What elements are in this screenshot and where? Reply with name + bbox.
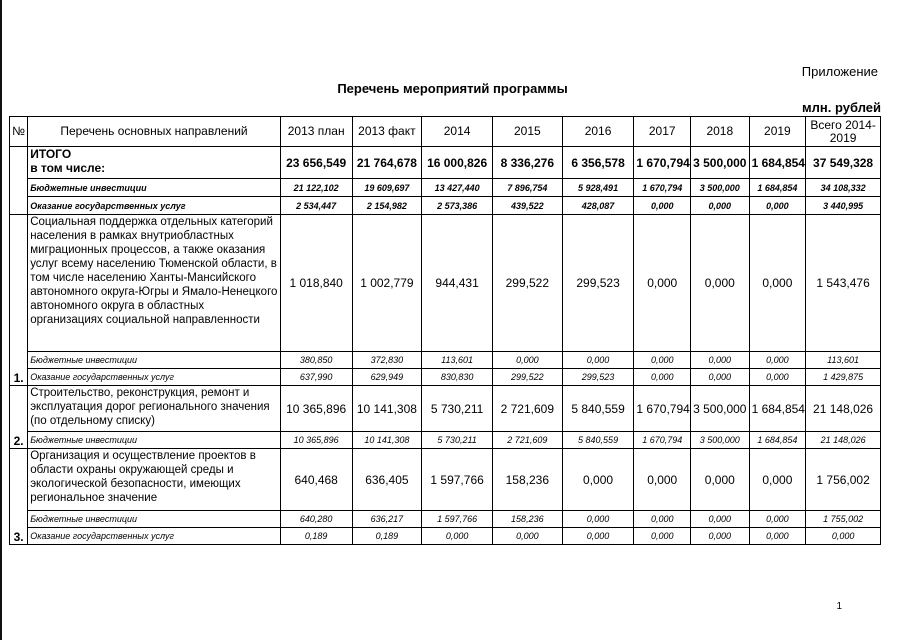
- value-cell: 629,949: [352, 369, 422, 386]
- value-cell: 299,523: [562, 369, 634, 386]
- value-cell: 10 365,896: [280, 386, 352, 432]
- value-cell: 19 609,697: [352, 179, 422, 197]
- value-cell: 21 148,026: [806, 432, 881, 449]
- value-cell: 439,522: [492, 197, 562, 215]
- value-cell: 0,000: [634, 528, 691, 545]
- value-cell: 158,236: [492, 449, 562, 511]
- value-cell: 0,000: [691, 215, 750, 352]
- value-cell: 2 534,447: [280, 197, 352, 215]
- section-row: [10, 449, 881, 511]
- section-subrow: [10, 369, 881, 386]
- value-cell: 6 356,578: [562, 147, 634, 179]
- value-cell: 5 840,559: [562, 432, 634, 449]
- value-cell: 0,000: [422, 528, 493, 545]
- page-title: Перечень мероприятий программы: [337, 81, 568, 96]
- value-cell: 1 756,002: [806, 449, 881, 511]
- header-cell: 2013 план: [280, 117, 352, 147]
- section-title: Строительство, реконструкция, ремонт и эксплуатация дорог регионального значения (по отдельному списку): [28, 386, 281, 432]
- value-cell: 0,000: [562, 528, 634, 545]
- scan-left-edge: [0, 0, 2, 640]
- value-cell: 34 108,332: [806, 179, 881, 197]
- header-cell: 2014: [422, 117, 493, 147]
- value-cell: 1 684,854: [749, 386, 806, 432]
- value-cell: 0,189: [280, 528, 352, 545]
- header-cell: 2013 факт: [352, 117, 422, 147]
- section-number: 3.: [10, 449, 28, 545]
- value-cell: 1 670,794: [634, 432, 691, 449]
- section-title: Социальная поддержка отдельных категорий населения в рамках внутриобластных миграционных процессов, а также оказания услуг всему населению Тюменской области, в том числе населению Ханты-Мансийского автономного округа-Югры и Ямало-Ненецкого автономного округа в областных организациях социальной направленности: [28, 215, 281, 352]
- value-cell: 299,522: [492, 215, 562, 352]
- value-cell: 0,000: [749, 197, 806, 215]
- value-cell: 113,601: [422, 352, 493, 369]
- value-cell: 380,850: [280, 352, 352, 369]
- value-cell: 637,990: [280, 369, 352, 386]
- value-cell: 113,601: [806, 352, 881, 369]
- value-cell: 13 427,440: [422, 179, 493, 197]
- subrow-label: Оказание государственных услуг: [28, 528, 281, 545]
- value-cell: 0,000: [749, 215, 806, 352]
- section-row: [10, 215, 881, 352]
- value-cell: 2 154,982: [352, 197, 422, 215]
- value-cell: 0,000: [562, 449, 634, 511]
- value-cell: 5 730,211: [422, 386, 493, 432]
- subrow-label: Оказание государственных услуг: [28, 197, 281, 215]
- value-cell: 0,000: [634, 511, 691, 528]
- value-cell: 5 730,211: [422, 432, 493, 449]
- value-cell: 37 549,328: [806, 147, 881, 179]
- section-title: Организация и осуществление проектов в области охраны окружающей среды и экологической безопасности, имеющих региональное значение: [28, 449, 281, 511]
- value-cell: 21 122,102: [280, 179, 352, 197]
- value-cell: 0,000: [691, 197, 750, 215]
- value-cell: 1 684,854: [749, 432, 806, 449]
- value-cell: 7 896,754: [492, 179, 562, 197]
- subrow-label: Бюджетные инвестиции: [28, 511, 281, 528]
- total-row: [10, 147, 881, 179]
- value-cell: 0,000: [634, 215, 691, 352]
- units-label: млн. рублей: [802, 100, 881, 115]
- appendix-label: Приложение: [801, 64, 878, 79]
- header-cell: 2017: [634, 117, 691, 147]
- header-cell: 2016: [562, 117, 634, 147]
- value-cell: 10 141,308: [352, 432, 422, 449]
- value-cell: 0,000: [691, 528, 750, 545]
- value-cell: 0,000: [492, 352, 562, 369]
- value-cell: 1 543,476: [806, 215, 881, 352]
- value-cell: 2 721,609: [492, 432, 562, 449]
- value-cell: 3 440,995: [806, 197, 881, 215]
- value-cell: 636,217: [352, 511, 422, 528]
- value-cell: 372,830: [352, 352, 422, 369]
- value-cell: 1 429,875: [806, 369, 881, 386]
- value-cell: 23 656,549: [280, 147, 352, 179]
- value-cell: 2 573,386: [422, 197, 493, 215]
- value-cell: 0,000: [749, 352, 806, 369]
- value-cell: 0,000: [634, 369, 691, 386]
- value-cell: 10 365,896: [280, 432, 352, 449]
- value-cell: 3 500,000: [691, 179, 750, 197]
- header-cell: 2019: [749, 117, 806, 147]
- value-cell: 0,000: [562, 511, 634, 528]
- value-cell: 299,523: [562, 215, 634, 352]
- value-cell: 1 684,854: [749, 179, 806, 197]
- value-cell: 5 928,491: [562, 179, 634, 197]
- section-subrow: [10, 511, 881, 528]
- value-cell: 0,000: [691, 352, 750, 369]
- value-cell: 0,000: [492, 528, 562, 545]
- section-subrow: [10, 352, 881, 369]
- value-cell: 1 670,794: [634, 147, 691, 179]
- value-cell: 8 336,276: [492, 147, 562, 179]
- value-cell: 5 840,559: [562, 386, 634, 432]
- value-cell: 944,431: [422, 215, 493, 352]
- value-cell: 1 018,840: [280, 215, 352, 352]
- page-number: 1: [836, 601, 842, 612]
- subrow-label: Бюджетные инвестиции: [28, 432, 281, 449]
- value-cell: 0,000: [749, 369, 806, 386]
- value-cell: 21 764,678: [352, 147, 422, 179]
- value-cell: 0,000: [634, 352, 691, 369]
- value-cell: 428,087: [562, 197, 634, 215]
- section-number: 2.: [10, 386, 28, 449]
- value-cell: 1 597,766: [422, 449, 493, 511]
- total-label: ИТОГО: [30, 147, 72, 161]
- header-cell: Всего 2014-2019: [806, 117, 881, 147]
- value-cell: 3 500,000: [691, 147, 750, 179]
- value-cell: 0,000: [691, 449, 750, 511]
- value-cell: 16 000,826: [422, 147, 493, 179]
- value-cell: 1 597,766: [422, 511, 493, 528]
- value-cell: 1 670,794: [634, 179, 691, 197]
- section-number: 1.: [10, 215, 28, 386]
- program-table: [9, 116, 881, 545]
- value-cell: 0,000: [749, 528, 806, 545]
- value-cell: 0,000: [691, 511, 750, 528]
- subrow-label: Бюджетные инвестиции: [28, 352, 281, 369]
- section-subrow: [10, 528, 881, 545]
- section-row: [10, 386, 881, 432]
- value-cell: 0,000: [749, 511, 806, 528]
- subrow-label: Бюджетные инвестиции: [28, 179, 281, 197]
- header-cell: 2018: [691, 117, 750, 147]
- value-cell: 0,000: [562, 352, 634, 369]
- total-no-cell: [10, 147, 28, 215]
- value-cell: 1 002,779: [352, 215, 422, 352]
- value-cell: 21 148,026: [806, 386, 881, 432]
- value-cell: 3 500,000: [691, 432, 750, 449]
- total-subrow: [10, 179, 881, 197]
- value-cell: 0,000: [806, 528, 881, 545]
- total-sublabel: в том числе:: [30, 161, 106, 175]
- value-cell: 830,830: [422, 369, 493, 386]
- section-subrow: [10, 432, 881, 449]
- value-cell: 0,000: [634, 449, 691, 511]
- subrow-label: Оказание государственных услуг: [28, 369, 281, 386]
- header-cell: 2015: [492, 117, 562, 147]
- value-cell: 0,189: [352, 528, 422, 545]
- value-cell: 0,000: [634, 197, 691, 215]
- total-label-cell: [28, 147, 281, 179]
- value-cell: 2 721,609: [492, 386, 562, 432]
- value-cell: 1 755,002: [806, 511, 881, 528]
- total-subrow: [10, 197, 881, 215]
- header-cell: №: [10, 117, 28, 147]
- value-cell: 0,000: [749, 449, 806, 511]
- header-row: [10, 117, 881, 147]
- header-cell: Перечень основных направлений: [28, 117, 281, 147]
- value-cell: 1 670,794: [634, 386, 691, 432]
- value-cell: 636,405: [352, 449, 422, 511]
- value-cell: 1 684,854: [749, 147, 806, 179]
- value-cell: 10 141,308: [352, 386, 422, 432]
- value-cell: 0,000: [691, 369, 750, 386]
- value-cell: 158,236: [492, 511, 562, 528]
- value-cell: 640,468: [280, 449, 352, 511]
- value-cell: 299,522: [492, 369, 562, 386]
- value-cell: 3 500,000: [691, 386, 750, 432]
- value-cell: 640,280: [280, 511, 352, 528]
